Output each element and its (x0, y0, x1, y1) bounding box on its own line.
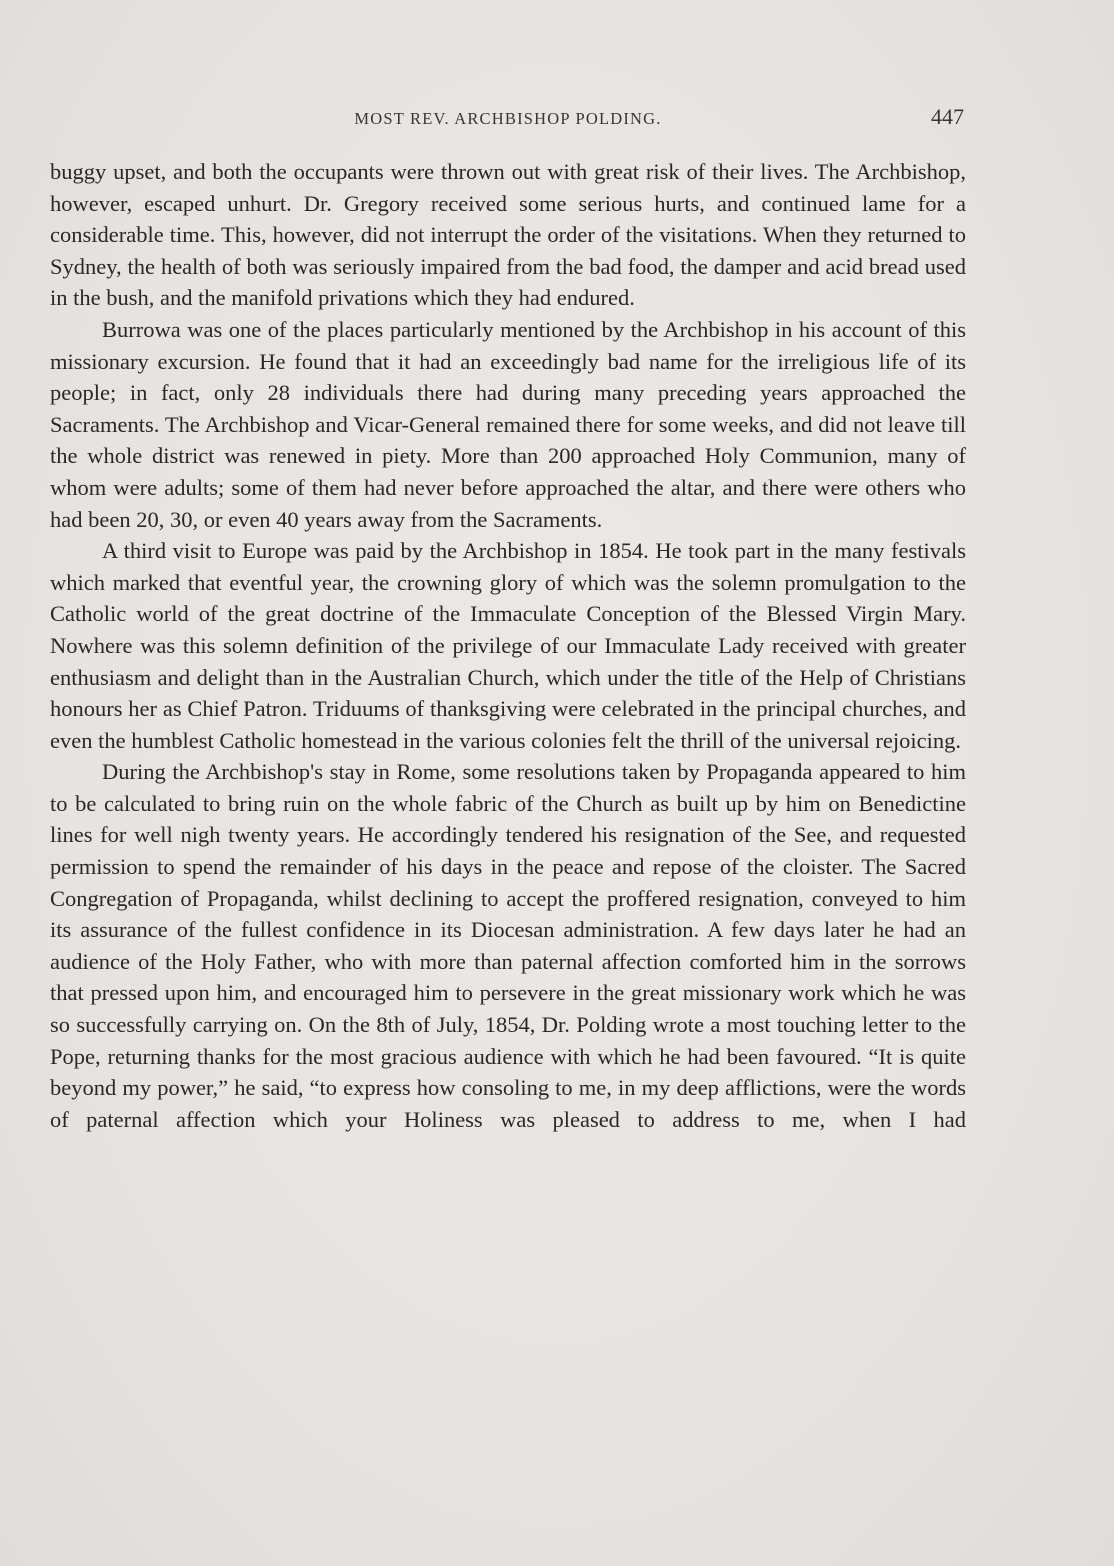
paragraph-burrowa: Burrowa was one of the places particularly mentioned by the Archbishop in his account of this missionary excursion. He found that it had an exceedingly bad name for the irreligious life of its people; in fact, only 28 individuals there had during many preceding years approached the Sacraments. The Archbishop and Vicar-General remained there for some weeks, and did not leave till the whole district was renewed in piety. More than 200 approached Holy Communion, many of whom were adults; some of them had never before approached the altar, and there were others who had been 20, 30, or even 40 years away from the Sacraments. (50, 316, 966, 532)
paragraph-rome-stay: During the Archbishop's stay in Rome, some resolutions taken by Propaganda appeared to him to be calculated to bring ruin on the whole fabric of the Church as built up by him on Benedictine lines for well nigh twenty years. He accordingly tendered his resignation of the See, and requested permission to spend the remainder of his days in the peace and repose of the cloister. The Sacred Congregation of Propaganda, whilst declining to accept the proffered resignation, conveyed to him its assurance of the fullest confidence in its Diocesan administration. A few days later he had an audience of the Holy Father, who with more than paternal affection comforted him in the sorrows that pressed upon him, and encouraged him to persevere in the great missionary work which he was so successfully carrying on. On the 8th of July, 1854, Dr. Polding wrote a most touching letter to the Pope, returning thanks for the most gracious audience with which he had been favoured. “It is quite beyond my power,” he said, “to express how consoling to me, in my deep afflictions, were the words of paternal affection which your Holiness was pleased to address to me, when I had (50, 759, 966, 1132)
running-head (50, 106, 966, 132)
page-number: 447 (931, 104, 964, 129)
running-title: MOST REV. ARCHBISHOP POLDING. (354, 109, 662, 128)
body-text (50, 156, 966, 1135)
paragraph-continued: buggy upset, and both the occupants were thrown out with great risk of their lives. The Archbishop, however, escaped unhurt. Dr. Gregory received some serious hurts, and continued lame for a considerable time. This, however, did not interrupt the order of the visitations. When they returned to Sydney, the health of both was seriously impaired from the bad food, the damper and acid bread used in the bush, and the manifold privations which they had endured. (50, 159, 966, 311)
paragraph-third-visit: A third visit to Europe was paid by the Archbishop in 1854. He took part in the many festivals which marked that eventful year, the crowning glory of which was the solemn promulgation to the Catholic world of the great doctrine of the Immaculate Conception of the Blessed Virgin Mary. Nowhere was this solemn definition of the privilege of our Immaculate Lady received with greater enthusiasm and delight than in the Australian Church, which under the title of the Help of Christians honours her as Chief Patron. Triduums of thanksgiving were celebrated in the principal churches, and even the humblest Catholic homestead in the various colonies felt the thrill of the universal rejoicing. (50, 538, 966, 753)
